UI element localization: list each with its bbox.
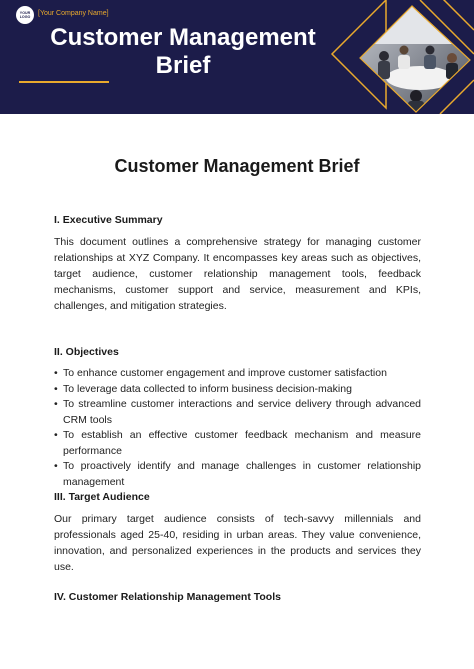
company-name: [Your Company Name] — [38, 10, 109, 17]
section-heading-crm-tools: IV. Customer Relationship Management Tools — [54, 591, 281, 603]
list-item: • To leverage data collected to inform business decision-making — [54, 382, 421, 398]
list-item: • To streamline customer interactions and service delivery through advanced CRM tools — [54, 397, 421, 428]
list-item: • To proactively identify and manage challenges in customer relationship management — [54, 459, 421, 490]
document-title: Customer Management Brief — [114, 156, 360, 176]
list-item: • To enhance customer engagement and improve customer satisfaction — [54, 366, 421, 382]
company-logo — [16, 6, 34, 24]
title-underline — [19, 81, 109, 83]
section-heading-objectives: II. Objectives — [54, 346, 119, 358]
banner-title: Customer Management Brief — [50, 24, 316, 79]
section-heading-executive-summary: I. Executive Summary — [54, 214, 163, 226]
header-banner — [0, 0, 474, 114]
logo-text: YOUR LOGO — [19, 11, 31, 19]
executive-summary-text: This document outlines a comprehensive strategy for managing customer relationships at XYZ Company. It encompasses key areas such as objectives, target audience, customer relationship management tools, feedback mechanisms, customer support and service, measurement and KPIs, challenges, and mitigation strategies. — [54, 236, 421, 312]
objectives-list — [54, 366, 421, 490]
section-heading-target-audience: III. Target Audience — [54, 491, 150, 503]
list-item: • To establish an effective customer feedback mechanism and measure performance — [54, 428, 421, 459]
target-audience-text: Our primary target audience consists of tech-savvy millennials and professionals aged 25-40, residing in urban areas. They value convenience, innovation, and personalized experiences in the products and services they use. — [54, 513, 421, 573]
